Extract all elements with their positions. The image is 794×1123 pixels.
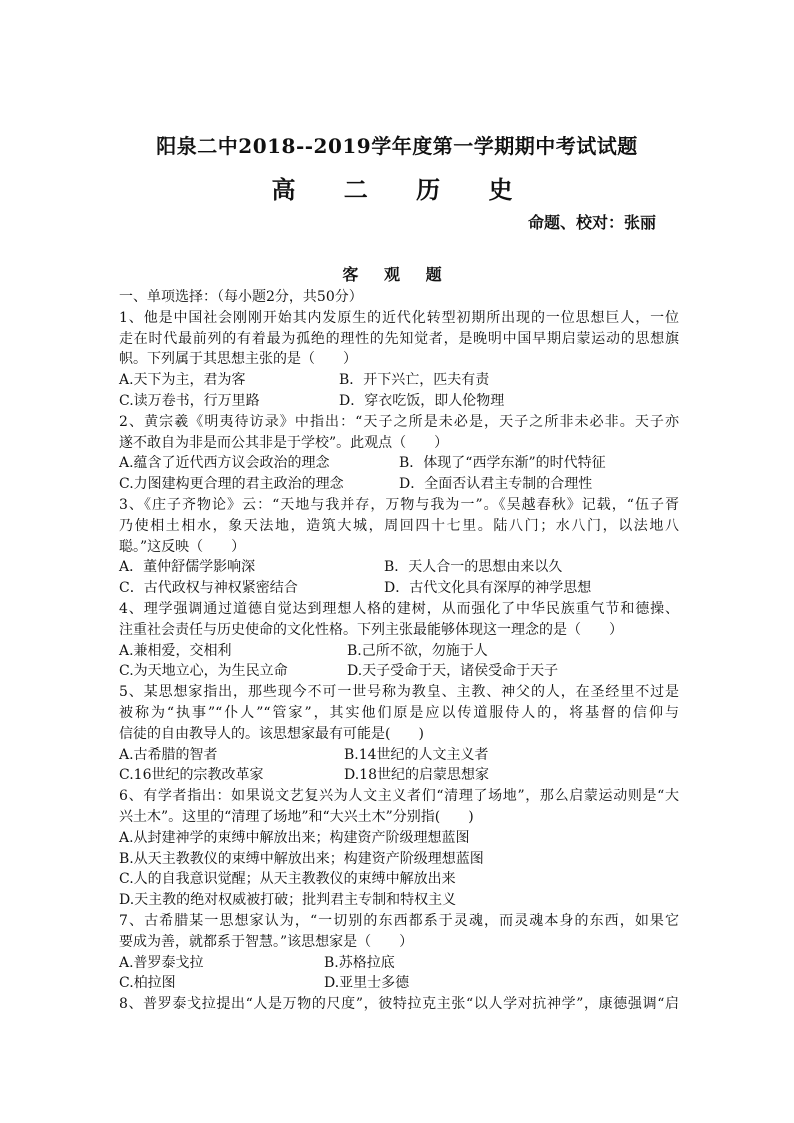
question-stem-line: 注重社会责任与历史使命的文化性格。下列主张最能够体现这一理念的是（ ） (119, 621, 623, 638)
option-a: A.兼相爱，交相利 (119, 642, 232, 659)
option-row (119, 370, 679, 391)
option-c: C.为天地立心，为生民立命 (119, 663, 288, 680)
option-b: B．天人合一的思想由来以久 (384, 559, 563, 576)
option-c: C.16世纪的宗教改革家 (119, 767, 264, 784)
option-d: D.天子受命于天，诸侯受命于天子 (347, 663, 559, 680)
option-c: C.读万卷书，行万里路 (119, 392, 260, 409)
option-row (119, 453, 679, 474)
question-stem-line: 乃使相土相水，象天法地，造筑大城，周回四十七里。陆八门；水八门，以法地八 (119, 517, 679, 534)
author-line: 命题、校对：张丽 (527, 213, 656, 232)
option-row (119, 391, 679, 412)
question-6 (119, 786, 679, 911)
option-b: B.从天主教教仪的束缚中解放出来；构建资产阶级理想蓝图 (119, 850, 484, 867)
option-b: B．体现了“西学东渐”的时代特征 (399, 455, 606, 472)
question-7 (119, 911, 679, 994)
question-stem-line: 1、他是中国社会刚刚开始其内发原生的近代化转型初期所出现的一位思想巨人，一位 (119, 309, 679, 326)
question-stem-line: 兴土木”。这里的“清理了场地”和“大兴土木”分别指( ) (119, 808, 474, 825)
option-d: D.天主教的绝对权威被打破；批判君主专制和特权主义 (119, 892, 457, 909)
option-d: D．全面否认君主专制的合理性 (399, 476, 593, 493)
option-a: A.古希腊的智者 (119, 746, 218, 763)
question-stem-line: 7、古希腊某一思想家认为，“一切别的东西都系于灵魂，而灵魂本身的东西，如果它 (119, 912, 679, 929)
option-a: A.普罗泰戈拉 (119, 954, 204, 971)
option-row (119, 953, 679, 974)
option-b: B．开下兴亡，匹夫有责 (339, 372, 490, 389)
option-row (119, 765, 679, 786)
option-d: D.亚里士多德 (324, 975, 410, 992)
question-stem-line: 3、《庄子齐物论》云：“天地与我并存，万物与我为一”。《吴越春秋》记载，“伍子胥 (119, 496, 679, 513)
option-a: A．董仲舒儒学影响深 (119, 559, 256, 576)
option-row (119, 661, 679, 682)
question-stem-line: 遂不敢自为非是而公其非是于学校”。此观点（ ） (119, 434, 449, 451)
exam-title: 阳泉二中2018--2019学年度第一学期期中考试试题 (156, 134, 638, 158)
question-stem-line: 聪。”这反映（ ） (119, 538, 246, 555)
question-5 (119, 682, 679, 786)
question-stem-line: 被称为“执事”“仆人”“管家”，其实他们原是应以传道服侍人的，将基督的信仰与 (119, 704, 679, 721)
question-stem-line: 6、有学者指出：如果说文艺复兴为人文主义者们“清理了场地”，那么启蒙运动则是“大 (119, 788, 679, 805)
question-stem-line: 信徒的自由教导人的。该思想家最有可能是( ) (119, 725, 424, 742)
option-row (119, 973, 679, 994)
question-1 (119, 308, 679, 412)
option-c: C．古代政权与神权紧密结合 (119, 580, 298, 597)
option-a: A.蕴含了近代西方议会政治的理念 (119, 455, 330, 472)
section-title: 客 观 题 (342, 265, 452, 284)
instruction: 一、单项选择：（每小题2分，共50分） (119, 289, 363, 305)
option-c: C.人的自我意识觉醒；从天主教教仪的束缚中解放出来 (119, 871, 456, 888)
question-stem-line: 4、理学强调通过道德自觉达到理想人格的建树，从而强化了中华民族重气节和德操、 (119, 600, 679, 617)
question-stem-line: 帜。下列属于其思想主张的是（ ） (119, 351, 357, 368)
question-3 (119, 495, 679, 599)
option-d: D．古代文化具有深厚的神学思想 (384, 580, 592, 597)
option-d: D.18世纪的启蒙思想家 (344, 767, 489, 784)
question-stem-line: 要成为善，就都系于智慧。”该思想家是（ ） (119, 933, 414, 950)
question-stem-line: 5、某思想家指出，那些现今不可一世号称为教皇、主教、神父的人，在圣经里不过是 (119, 684, 679, 701)
question-content (119, 287, 679, 1015)
question-2 (119, 412, 679, 495)
option-row (119, 578, 679, 599)
question-stem-line: 2、黄宗羲《明夷待访录》中指出：“天子之所是未必是，天子之所非未必非。天子亦 (119, 413, 679, 430)
question-stem-line: 走在时代最前列的有着最为孤绝的理性的先知觉者，是晚明中国早期启蒙运动的思想旗 (119, 330, 679, 347)
subject-title: 高 二 历 史 (271, 175, 533, 204)
option-row (119, 557, 679, 578)
option-row (119, 745, 679, 766)
question-4 (119, 599, 679, 682)
option-b: B.苏格拉底 (324, 954, 395, 971)
option-c: C.力图建构更合理的君主政治的理念 (119, 476, 344, 493)
option-c: C.柏拉图 (119, 975, 176, 992)
option-row (119, 474, 679, 495)
option-a: A.天下为主，君为客 (119, 372, 246, 389)
option-a: A.从封建神学的束缚中解放出来；构建资产阶级理想蓝图 (119, 829, 470, 846)
option-row (119, 641, 679, 662)
option-d: D．穿衣吃饭，即人伦物理 (339, 392, 505, 409)
question-stem-line: 8、普罗泰戈拉提出“人是万物的尺度”，彼特拉克主张“以人学对抗神学”，康德强调“启 (119, 996, 679, 1013)
option-b: B.14世纪的人文主义者 (344, 746, 489, 763)
question-8 (119, 994, 679, 1015)
option-b: B.己所不欲，勿施于人 (347, 642, 488, 659)
